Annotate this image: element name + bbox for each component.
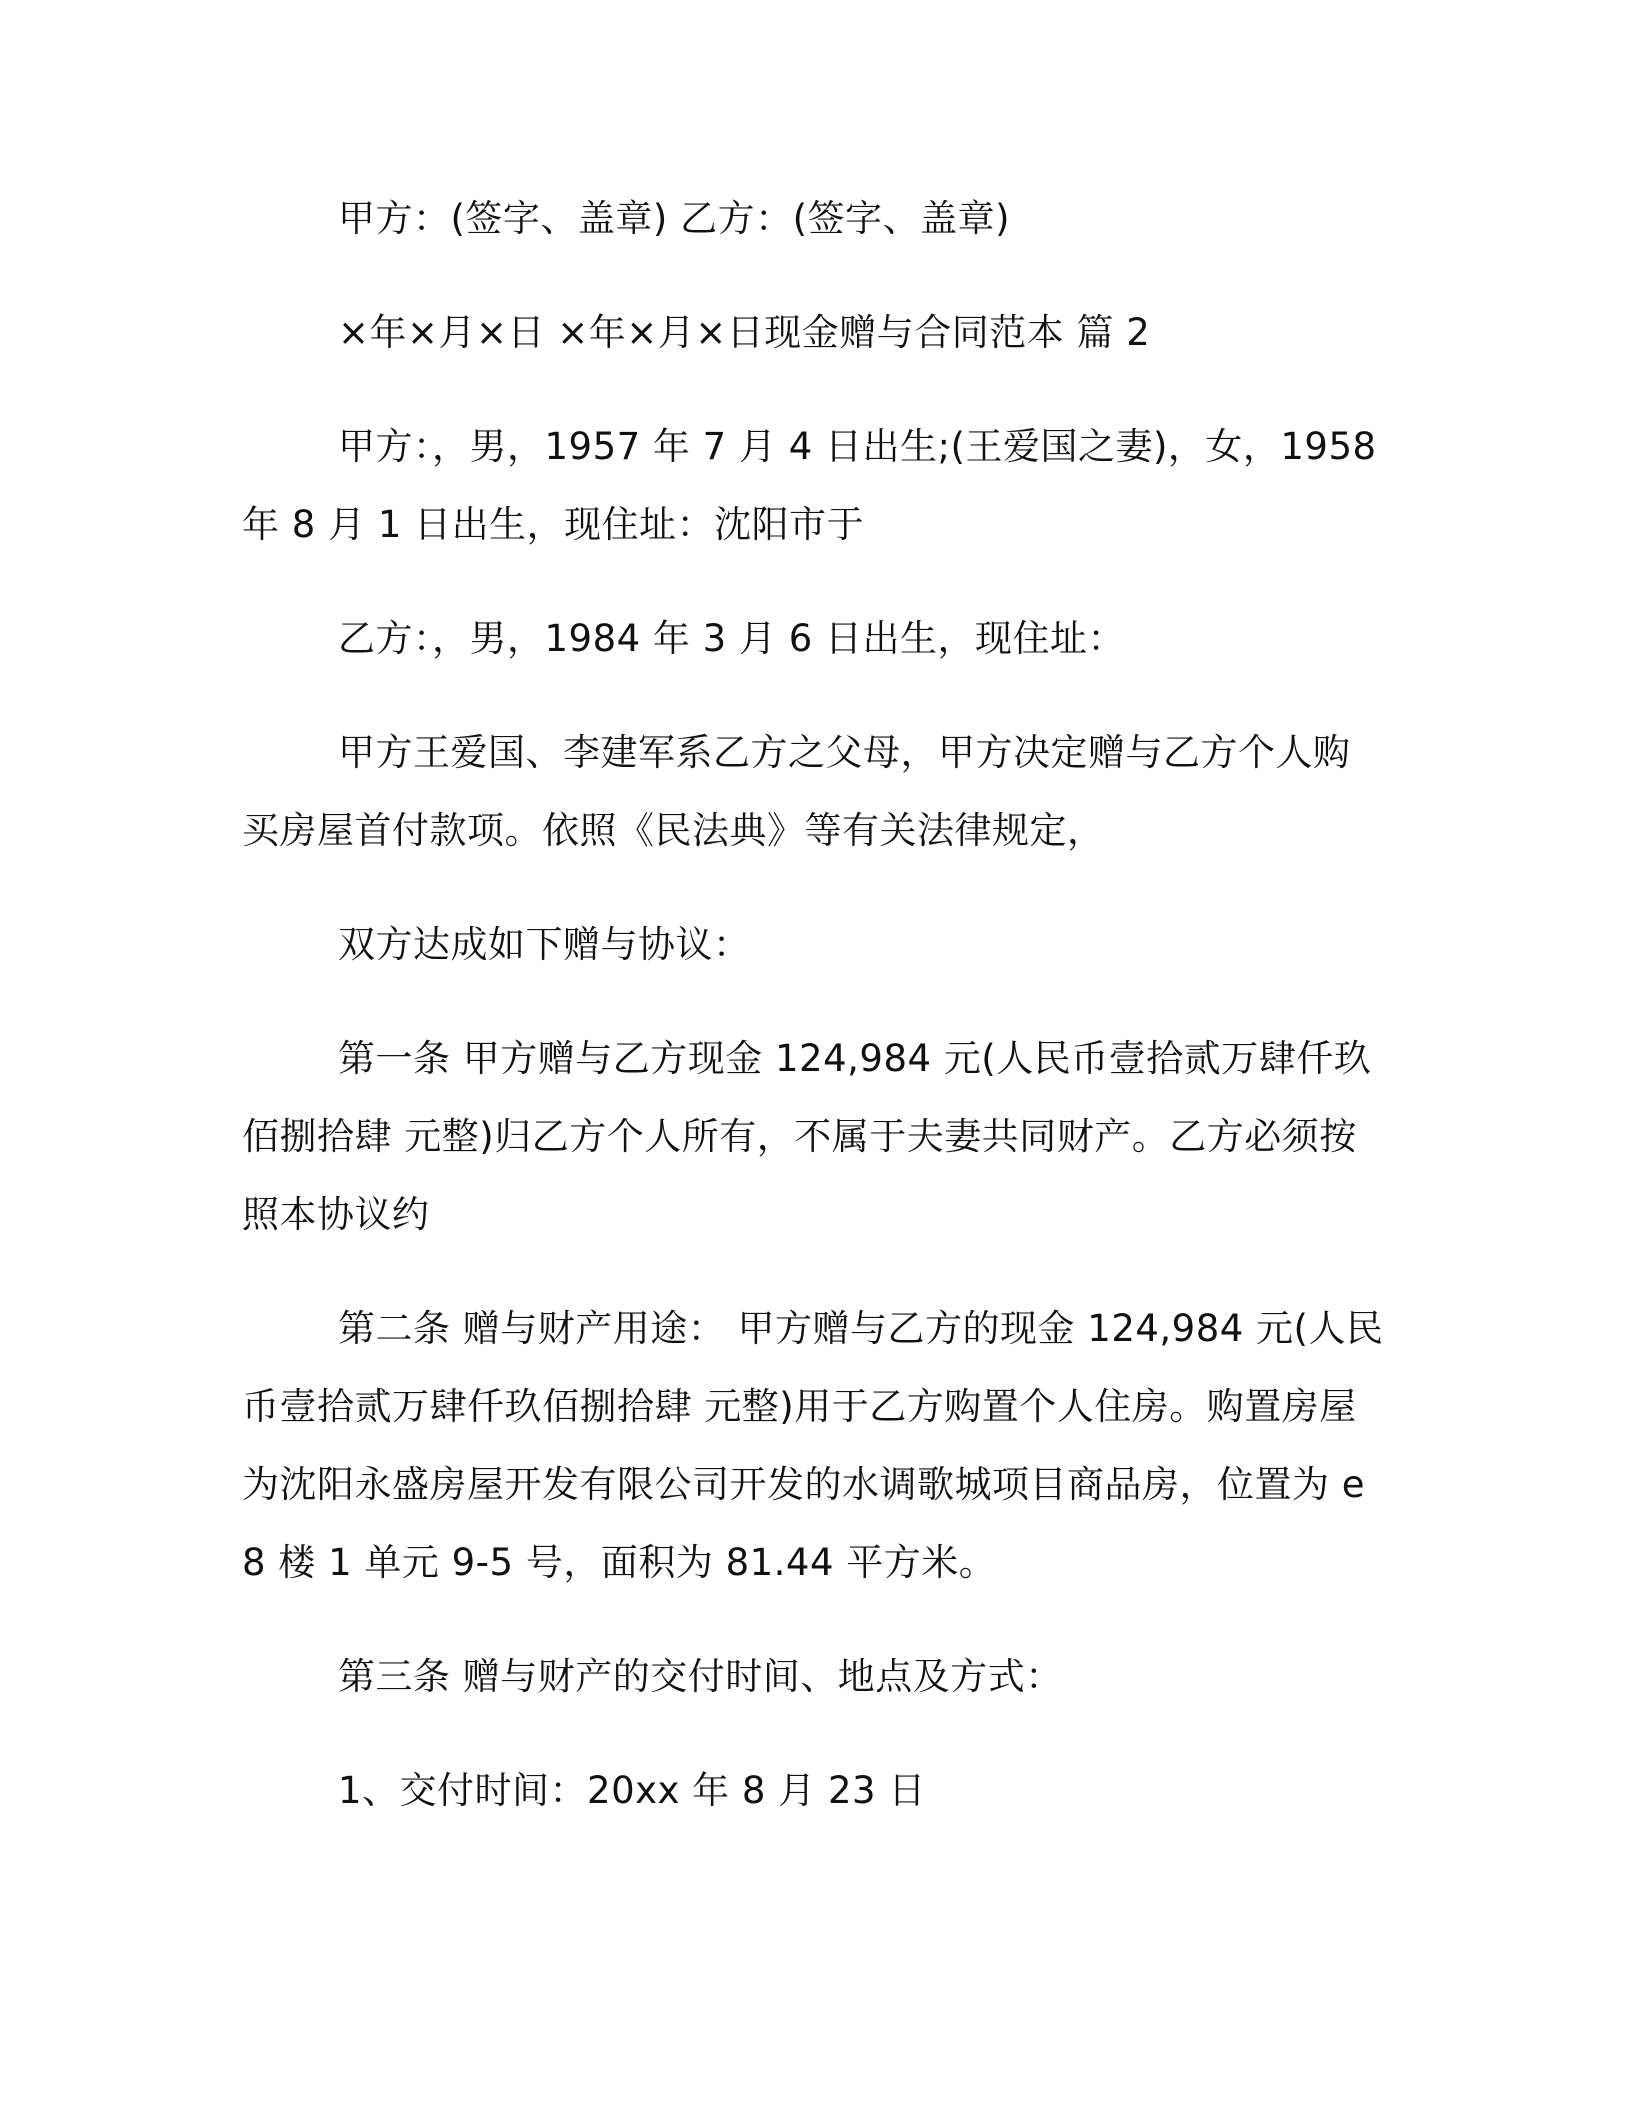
- article-1: 第一条 甲方赠与乙方现金 124,984 元(人民币壹拾贰万肆仟玖佰捌拾肆 元整)归乙方个人所有，不属于夫妻共同财产。乙方必须按照本协议约: [242, 1037, 1372, 1236]
- document-body: [242, 180, 1384, 1866]
- article-2: 第二条 赠与财产用途： 甲方赠与乙方的现金 124,984 元(人民币壹拾贰万肆仟玖佰捌拾肆 元整)用于乙方购置个人住房。购置房屋为沈阳永盛房屋开发有限公司开发的水调歌城项目商品房，位置为 e8 楼 1 单元 9-5 号，面积为 81.44 平方米。: [242, 1307, 1384, 1584]
- party-a-info: 甲方：，男，1957 年 7 月 4 日出生;(王爱国之妻)，女，1958 年 8 月 1 日出生，现住址：沈阳市于: [242, 425, 1377, 546]
- agreement-intro: 双方达成如下赠与协议：: [338, 923, 751, 966]
- article-3: 第三条 赠与财产的交付时间、地点及方式：: [338, 1655, 1063, 1698]
- party-b-info: 乙方：，男，1984 年 3 月 6 日出生，现住址：: [338, 617, 1126, 660]
- delivery-time: 1、交付时间：20xx 年 8 月 23 日: [338, 1769, 926, 1812]
- signature-line: 甲方：(签字、盖章) 乙方：(签字、盖章): [338, 197, 1011, 240]
- preamble: 甲方王爱国、李建军系乙方之父母，甲方决定赠与乙方个人购买房屋首付款项。依照《民法典》等有关法律规定，: [242, 731, 1351, 852]
- date-and-section-title: ×年×月×日 ×年×月×日现金赠与合同范本 篇 2: [338, 311, 1151, 354]
